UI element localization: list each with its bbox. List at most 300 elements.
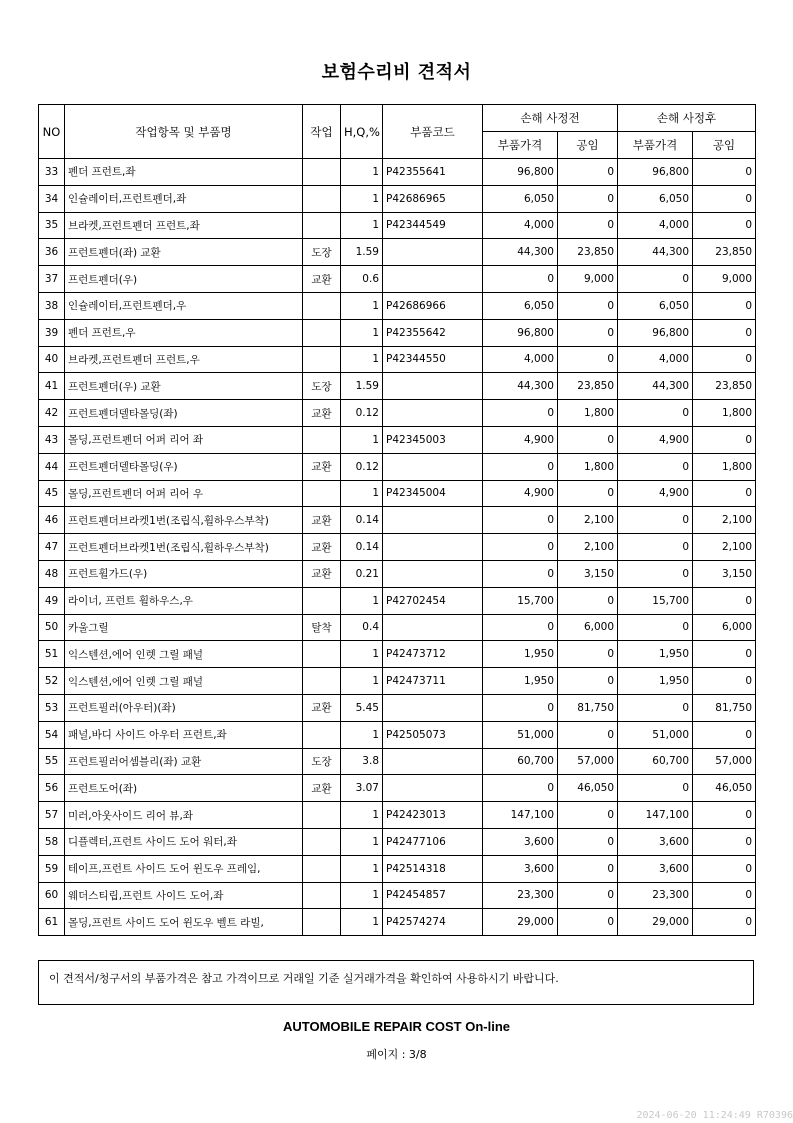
row-work: 교환 xyxy=(303,266,341,293)
row-before-labor: 0 xyxy=(558,641,618,668)
row-work: 교환 xyxy=(303,560,341,587)
row-no: 57 xyxy=(39,802,65,829)
table-row xyxy=(39,775,756,802)
row-after-labor: 57,000 xyxy=(693,748,756,775)
row-work xyxy=(303,587,341,614)
row-part-code xyxy=(383,266,483,293)
row-before-labor: 0 xyxy=(558,426,618,453)
row-before-labor: 0 xyxy=(558,185,618,212)
row-hq: 1 xyxy=(341,828,383,855)
header-before-labor: 공임 xyxy=(558,132,618,159)
table-row xyxy=(39,882,756,909)
row-item-name: 라이너, 프런트 휠하우스,우 xyxy=(65,587,303,614)
row-before-labor: 0 xyxy=(558,828,618,855)
row-no: 40 xyxy=(39,346,65,373)
row-before-labor: 0 xyxy=(558,855,618,882)
row-after-labor: 0 xyxy=(693,426,756,453)
row-before-part-price: 4,000 xyxy=(483,346,558,373)
row-work xyxy=(303,346,341,373)
row-before-part-price: 4,900 xyxy=(483,426,558,453)
row-part-code xyxy=(383,694,483,721)
row-after-labor: 0 xyxy=(693,159,756,186)
row-before-labor: 2,100 xyxy=(558,534,618,561)
row-hq: 1 xyxy=(341,587,383,614)
row-no: 42 xyxy=(39,400,65,427)
row-part-code xyxy=(383,373,483,400)
row-no: 35 xyxy=(39,212,65,239)
row-work: 도장 xyxy=(303,748,341,775)
row-part-code xyxy=(383,748,483,775)
row-before-part-price: 0 xyxy=(483,400,558,427)
row-work xyxy=(303,721,341,748)
row-after-part-price: 29,000 xyxy=(618,909,693,936)
row-before-part-price: 3,600 xyxy=(483,855,558,882)
row-before-part-price: 0 xyxy=(483,775,558,802)
row-item-name: 익스텐션,에어 인렛 그릴 패널 xyxy=(65,641,303,668)
row-before-part-price: 0 xyxy=(483,453,558,480)
row-part-code xyxy=(383,400,483,427)
table-row xyxy=(39,560,756,587)
row-before-labor: 1,800 xyxy=(558,453,618,480)
row-part-code: P42344550 xyxy=(383,346,483,373)
row-before-part-price: 4,900 xyxy=(483,480,558,507)
row-after-labor: 0 xyxy=(693,292,756,319)
row-part-code: P42514318 xyxy=(383,855,483,882)
row-after-part-price: 147,100 xyxy=(618,802,693,829)
row-item-name: 카울그릴 xyxy=(65,614,303,641)
header-before-part-price: 부품가격 xyxy=(483,132,558,159)
row-item-name: 미러,아웃사이드 리어 뷰,좌 xyxy=(65,802,303,829)
row-after-labor: 1,800 xyxy=(693,400,756,427)
row-before-part-price: 6,050 xyxy=(483,292,558,319)
row-work xyxy=(303,212,341,239)
row-part-code: P42473711 xyxy=(383,668,483,695)
row-after-part-price: 3,600 xyxy=(618,828,693,855)
row-before-labor: 0 xyxy=(558,882,618,909)
row-before-part-price: 1,950 xyxy=(483,641,558,668)
row-after-labor: 0 xyxy=(693,641,756,668)
row-after-part-price: 6,050 xyxy=(618,292,693,319)
row-after-labor: 23,850 xyxy=(693,373,756,400)
row-before-part-price: 6,050 xyxy=(483,185,558,212)
row-before-labor: 23,850 xyxy=(558,373,618,400)
table-row xyxy=(39,185,756,212)
row-part-code: P42473712 xyxy=(383,641,483,668)
row-part-code xyxy=(383,560,483,587)
table-row xyxy=(39,453,756,480)
row-part-code: P42355641 xyxy=(383,159,483,186)
row-after-part-price: 0 xyxy=(618,694,693,721)
row-item-name: 프런트펜더브라켓1번(조립식,휠하우스부착) xyxy=(65,507,303,534)
row-hq: 0.14 xyxy=(341,507,383,534)
table-row xyxy=(39,614,756,641)
row-after-part-price: 0 xyxy=(618,614,693,641)
row-no: 52 xyxy=(39,668,65,695)
row-work: 교환 xyxy=(303,453,341,480)
row-after-labor: 0 xyxy=(693,185,756,212)
row-after-labor: 0 xyxy=(693,668,756,695)
row-item-name: 프런트펜더(우) xyxy=(65,266,303,293)
row-before-part-price: 0 xyxy=(483,266,558,293)
row-after-part-price: 0 xyxy=(618,775,693,802)
row-work xyxy=(303,185,341,212)
table-row xyxy=(39,426,756,453)
row-no: 37 xyxy=(39,266,65,293)
row-item-name: 몰딩,프런트펜더 어퍼 리어 우 xyxy=(65,480,303,507)
row-item-name: 프런트필러어셈블리(좌) 교환 xyxy=(65,748,303,775)
page-number: 페이지 : 3/8 xyxy=(366,1048,427,1061)
row-part-code: P42345004 xyxy=(383,480,483,507)
row-work xyxy=(303,668,341,695)
row-after-part-price: 44,300 xyxy=(618,239,693,266)
row-before-labor: 2,100 xyxy=(558,507,618,534)
row-part-code xyxy=(383,534,483,561)
row-hq: 0.21 xyxy=(341,560,383,587)
row-before-part-price: 29,000 xyxy=(483,909,558,936)
estimate-table xyxy=(38,104,756,936)
row-before-labor: 0 xyxy=(558,909,618,936)
row-part-code: P42344549 xyxy=(383,212,483,239)
document-title: 보험수리비 견적서 xyxy=(321,62,472,83)
row-before-part-price: 0 xyxy=(483,694,558,721)
row-after-labor: 6,000 xyxy=(693,614,756,641)
row-no: 38 xyxy=(39,292,65,319)
row-before-part-price: 4,000 xyxy=(483,212,558,239)
row-after-labor: 0 xyxy=(693,721,756,748)
row-item-name: 브라켓,프런트펜더 프런트,우 xyxy=(65,346,303,373)
row-after-part-price: 4,000 xyxy=(618,212,693,239)
row-after-part-price: 0 xyxy=(618,507,693,534)
row-after-labor: 0 xyxy=(693,909,756,936)
row-part-code xyxy=(383,453,483,480)
row-no: 60 xyxy=(39,882,65,909)
row-after-part-price: 96,800 xyxy=(618,319,693,346)
row-work xyxy=(303,480,341,507)
row-before-labor: 6,000 xyxy=(558,614,618,641)
table-row xyxy=(39,159,756,186)
row-hq: 3.07 xyxy=(341,775,383,802)
row-hq: 1 xyxy=(341,802,383,829)
row-work xyxy=(303,802,341,829)
table-row xyxy=(39,641,756,668)
row-work: 교환 xyxy=(303,507,341,534)
row-after-labor: 0 xyxy=(693,587,756,614)
row-work xyxy=(303,828,341,855)
row-after-part-price: 0 xyxy=(618,534,693,561)
row-hq: 1 xyxy=(341,480,383,507)
table-row xyxy=(39,587,756,614)
row-part-code: P42505073 xyxy=(383,721,483,748)
row-hq: 1 xyxy=(341,721,383,748)
row-after-part-price: 3,600 xyxy=(618,855,693,882)
table-row xyxy=(39,239,756,266)
row-part-code xyxy=(383,775,483,802)
row-part-code: P42423013 xyxy=(383,802,483,829)
row-after-part-price: 0 xyxy=(618,400,693,427)
price-notice: 이 견적서/청구서의 부품가격은 참고 가격이므로 거래일 기준 실거래가격을 확인하여 사용하시기 바랍니다. xyxy=(38,960,754,1005)
row-no: 43 xyxy=(39,426,65,453)
row-before-part-price: 23,300 xyxy=(483,882,558,909)
table-row xyxy=(39,802,756,829)
row-after-part-price: 0 xyxy=(618,266,693,293)
row-hq: 1 xyxy=(341,855,383,882)
row-after-labor: 2,100 xyxy=(693,534,756,561)
row-after-labor: 0 xyxy=(693,855,756,882)
row-after-labor: 0 xyxy=(693,828,756,855)
row-item-name: 프런트도어(좌) xyxy=(65,775,303,802)
row-part-code: P42574274 xyxy=(383,909,483,936)
row-no: 34 xyxy=(39,185,65,212)
row-no: 48 xyxy=(39,560,65,587)
table-row xyxy=(39,292,756,319)
row-after-labor: 0 xyxy=(693,346,756,373)
row-before-labor: 0 xyxy=(558,802,618,829)
row-work xyxy=(303,426,341,453)
row-part-code: P42702454 xyxy=(383,587,483,614)
footer-brand: AUTOMOBILE REPAIR COST On-line xyxy=(282,1019,511,1034)
header-after-labor: 공임 xyxy=(693,132,756,159)
row-part-code xyxy=(383,239,483,266)
row-no: 51 xyxy=(39,641,65,668)
row-no: 58 xyxy=(39,828,65,855)
row-item-name: 테이프,프런트 사이드 도어 윈도우 프레임, xyxy=(65,855,303,882)
row-after-part-price: 96,800 xyxy=(618,159,693,186)
row-before-labor: 0 xyxy=(558,292,618,319)
row-item-name: 프런트펜더(우) 교환 xyxy=(65,373,303,400)
row-no: 56 xyxy=(39,775,65,802)
row-no: 46 xyxy=(39,507,65,534)
row-item-name: 웨더스티립,프런트 사이드 도어,좌 xyxy=(65,882,303,909)
row-before-part-price: 60,700 xyxy=(483,748,558,775)
row-after-labor: 0 xyxy=(693,802,756,829)
row-work xyxy=(303,292,341,319)
header-item: 작업항목 및 부품명 xyxy=(65,105,303,159)
row-work: 교환 xyxy=(303,775,341,802)
row-hq: 1 xyxy=(341,292,383,319)
table-row xyxy=(39,400,756,427)
row-after-part-price: 0 xyxy=(618,453,693,480)
row-after-labor: 0 xyxy=(693,480,756,507)
row-after-part-price: 1,950 xyxy=(618,668,693,695)
row-no: 61 xyxy=(39,909,65,936)
header-after-adjustment: 손해 사정후 xyxy=(618,105,756,132)
row-part-code: P42345003 xyxy=(383,426,483,453)
row-work xyxy=(303,319,341,346)
row-before-part-price: 1,950 xyxy=(483,668,558,695)
row-before-part-price: 96,800 xyxy=(483,319,558,346)
row-work: 교환 xyxy=(303,694,341,721)
row-after-labor: 2,100 xyxy=(693,507,756,534)
row-after-part-price: 1,950 xyxy=(618,641,693,668)
row-work: 교환 xyxy=(303,400,341,427)
row-before-part-price: 96,800 xyxy=(483,159,558,186)
row-part-code xyxy=(383,614,483,641)
row-item-name: 프런트필러(아우터)(좌) xyxy=(65,694,303,721)
row-before-part-price: 0 xyxy=(483,614,558,641)
row-part-code: P42477106 xyxy=(383,828,483,855)
row-before-labor: 0 xyxy=(558,212,618,239)
row-after-part-price: 44,300 xyxy=(618,373,693,400)
row-no: 49 xyxy=(39,587,65,614)
estimate-rows xyxy=(39,159,756,936)
row-part-code xyxy=(383,507,483,534)
row-after-labor: 0 xyxy=(693,212,756,239)
row-before-labor: 0 xyxy=(558,346,618,373)
row-hq: 1 xyxy=(341,212,383,239)
row-after-part-price: 15,700 xyxy=(618,587,693,614)
table-row xyxy=(39,373,756,400)
table-row xyxy=(39,480,756,507)
row-after-labor: 0 xyxy=(693,882,756,909)
row-before-labor: 3,150 xyxy=(558,560,618,587)
table-row xyxy=(39,721,756,748)
table-row xyxy=(39,855,756,882)
table-row xyxy=(39,534,756,561)
row-item-name: 프런트펜더델타몰딩(우) xyxy=(65,453,303,480)
row-hq: 0.12 xyxy=(341,453,383,480)
row-work xyxy=(303,641,341,668)
row-work xyxy=(303,909,341,936)
row-after-labor: 9,000 xyxy=(693,266,756,293)
row-before-part-price: 51,000 xyxy=(483,721,558,748)
row-before-part-price: 44,300 xyxy=(483,373,558,400)
row-after-part-price: 60,700 xyxy=(618,748,693,775)
row-after-labor: 3,150 xyxy=(693,560,756,587)
row-before-part-price: 15,700 xyxy=(483,587,558,614)
row-after-part-price: 4,000 xyxy=(618,346,693,373)
row-no: 54 xyxy=(39,721,65,748)
table-row xyxy=(39,909,756,936)
row-work: 도장 xyxy=(303,373,341,400)
row-item-name: 인슐레이터,프런트펜더,우 xyxy=(65,292,303,319)
row-item-name: 몰딩,프런트 사이드 도어 윈도우 벨트 라빌, xyxy=(65,909,303,936)
row-hq: 1.59 xyxy=(341,373,383,400)
row-hq: 0.4 xyxy=(341,614,383,641)
table-row xyxy=(39,828,756,855)
row-before-part-price: 44,300 xyxy=(483,239,558,266)
row-before-labor: 23,850 xyxy=(558,239,618,266)
row-after-labor: 46,050 xyxy=(693,775,756,802)
row-no: 50 xyxy=(39,614,65,641)
row-part-code: P42686966 xyxy=(383,292,483,319)
row-before-labor: 0 xyxy=(558,668,618,695)
row-hq: 0.14 xyxy=(341,534,383,561)
row-before-labor: 0 xyxy=(558,480,618,507)
row-before-labor: 57,000 xyxy=(558,748,618,775)
row-hq: 1.59 xyxy=(341,239,383,266)
row-after-part-price: 51,000 xyxy=(618,721,693,748)
header-before-adjustment: 손해 사정전 xyxy=(483,105,618,132)
row-hq: 1 xyxy=(341,641,383,668)
row-no: 55 xyxy=(39,748,65,775)
row-item-name: 패널,바디 사이드 아우터 프런트,좌 xyxy=(65,721,303,748)
row-item-name: 프런트휠가드(우) xyxy=(65,560,303,587)
row-before-part-price: 3,600 xyxy=(483,828,558,855)
header-work: 작업 xyxy=(303,105,341,159)
row-after-labor: 81,750 xyxy=(693,694,756,721)
row-hq: 0.6 xyxy=(341,266,383,293)
row-hq: 1 xyxy=(341,185,383,212)
row-hq: 3.8 xyxy=(341,748,383,775)
row-item-name: 펜더 프런트,우 xyxy=(65,319,303,346)
table-row xyxy=(39,266,756,293)
row-no: 41 xyxy=(39,373,65,400)
row-item-name: 인슐레이터,프런트펜더,좌 xyxy=(65,185,303,212)
row-no: 44 xyxy=(39,453,65,480)
header-hq: H,Q,% xyxy=(341,105,383,159)
row-after-labor: 1,800 xyxy=(693,453,756,480)
row-hq: 1 xyxy=(341,159,383,186)
row-after-part-price: 23,300 xyxy=(618,882,693,909)
row-after-part-price: 6,050 xyxy=(618,185,693,212)
row-part-code: P42686965 xyxy=(383,185,483,212)
row-item-name: 프런트펜더(좌) 교환 xyxy=(65,239,303,266)
row-before-part-price: 0 xyxy=(483,507,558,534)
table-row xyxy=(39,507,756,534)
row-before-part-price: 0 xyxy=(483,534,558,561)
row-before-part-price: 0 xyxy=(483,560,558,587)
row-no: 36 xyxy=(39,239,65,266)
row-hq: 1 xyxy=(341,909,383,936)
table-row xyxy=(39,694,756,721)
row-before-labor: 1,800 xyxy=(558,400,618,427)
row-no: 39 xyxy=(39,319,65,346)
row-item-name: 디플렉터,프런트 사이드 도어 워터,좌 xyxy=(65,828,303,855)
row-item-name: 펜더 프런트,좌 xyxy=(65,159,303,186)
row-before-labor: 0 xyxy=(558,159,618,186)
row-hq: 1 xyxy=(341,346,383,373)
row-item-name: 몰딩,프런트펜더 어퍼 리어 좌 xyxy=(65,426,303,453)
row-before-part-price: 147,100 xyxy=(483,802,558,829)
row-hq: 1 xyxy=(341,426,383,453)
row-before-labor: 0 xyxy=(558,587,618,614)
row-hq: 0.12 xyxy=(341,400,383,427)
header-after-part-price: 부품가격 xyxy=(618,132,693,159)
table-row xyxy=(39,212,756,239)
row-after-part-price: 0 xyxy=(618,560,693,587)
row-after-part-price: 4,900 xyxy=(618,480,693,507)
row-item-name: 익스텐션,에어 인렛 그릴 패널 xyxy=(65,668,303,695)
row-work: 탈착 xyxy=(303,614,341,641)
row-item-name: 프런트펜더델타몰딩(좌) xyxy=(65,400,303,427)
row-no: 53 xyxy=(39,694,65,721)
row-before-labor: 0 xyxy=(558,319,618,346)
row-part-code: P42454857 xyxy=(383,882,483,909)
row-after-part-price: 4,900 xyxy=(618,426,693,453)
row-item-name: 브라켓,프런트펜더 프런트,좌 xyxy=(65,212,303,239)
header-part-code: 부품코드 xyxy=(383,105,483,159)
table-row xyxy=(39,748,756,775)
row-after-labor: 0 xyxy=(693,319,756,346)
row-no: 33 xyxy=(39,159,65,186)
row-before-labor: 9,000 xyxy=(558,266,618,293)
row-hq: 5.45 xyxy=(341,694,383,721)
row-before-labor: 46,050 xyxy=(558,775,618,802)
row-after-labor: 23,850 xyxy=(693,239,756,266)
row-no: 45 xyxy=(39,480,65,507)
row-hq: 1 xyxy=(341,882,383,909)
row-no: 47 xyxy=(39,534,65,561)
row-before-labor: 81,750 xyxy=(558,694,618,721)
table-row xyxy=(39,346,756,373)
row-work xyxy=(303,159,341,186)
row-item-name: 프런트펜더브라켓1번(조립식,휠하우스부착) xyxy=(65,534,303,561)
row-hq: 1 xyxy=(341,668,383,695)
header-no: NO xyxy=(39,105,65,159)
row-work: 도장 xyxy=(303,239,341,266)
row-no: 59 xyxy=(39,855,65,882)
row-work xyxy=(303,855,341,882)
